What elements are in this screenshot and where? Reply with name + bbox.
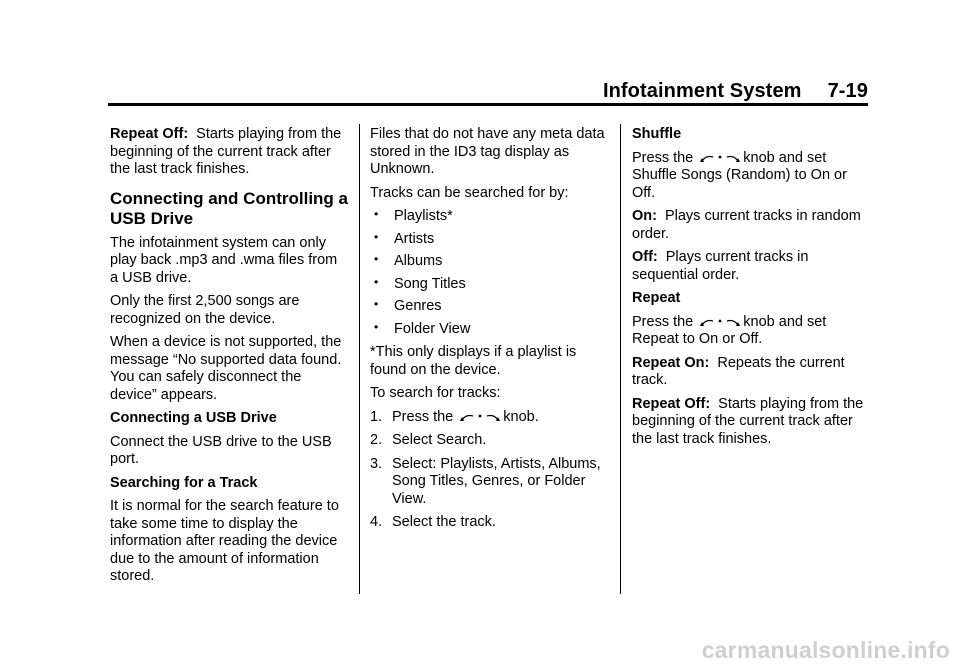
repeat-on-paragraph: Repeat On: Repeats the current track. xyxy=(632,354,845,388)
menu-knob-icon xyxy=(699,316,741,328)
step-item: 1. Press the knob. xyxy=(370,408,539,425)
search-steps-list xyxy=(370,409,608,532)
menu-knob-icon xyxy=(699,152,741,164)
watermark: carmanualsonline.info xyxy=(701,637,950,663)
playlist-footnote: *This only displays if a playlist is found on the device. xyxy=(370,344,577,378)
column-divider-1 xyxy=(359,124,360,594)
page-header xyxy=(603,80,868,103)
searching-track-text: It is normal for the search feature to take some time to display the information after reading the device due to the amount of information stored. xyxy=(110,498,339,584)
step-item: 2. Select Search. xyxy=(370,432,487,448)
connecting-usb-heading: Connecting a USB Drive xyxy=(110,410,277,426)
bullet-icon: • xyxy=(374,229,379,244)
column-2 xyxy=(370,126,608,538)
searching-track-heading: Searching for a Track xyxy=(110,474,258,491)
list-item: • Genres xyxy=(374,297,442,314)
menu-knob-icon xyxy=(459,411,501,423)
bullet-icon: • xyxy=(374,252,379,266)
repeat-off-label: Repeat Off: xyxy=(110,126,189,142)
shuffle-instruction: Press the knob and set Shuffle Songs (Random) to On or Off. xyxy=(632,149,847,201)
header-rule xyxy=(108,103,868,106)
shuffle-on-paragraph: On: Plays current tracks in random order. xyxy=(632,208,861,242)
repeat-heading: Repeat xyxy=(632,290,681,306)
search-categories-list xyxy=(370,208,608,338)
bullet-icon: • xyxy=(374,207,379,221)
meta-data-paragraph: Files that do not have any meta data stored in the ID3 tag display as Unknown. xyxy=(370,126,605,177)
column-1 xyxy=(110,126,348,592)
repeat-off-paragraph xyxy=(110,126,348,179)
usb-formats-paragraph: The infotainment system can only play back .mp3 and .wma files from a USB drive. xyxy=(110,234,338,286)
usb-song-limit-paragraph: Only the first 2,500 songs are recognized on the device. xyxy=(110,293,300,327)
page-number: 7-19 xyxy=(827,80,868,102)
repeat-instruction: Press the knob and set Repeat to On or Off. xyxy=(632,313,827,347)
bullet-icon: • xyxy=(374,274,379,289)
column-3 xyxy=(632,126,868,454)
step-item: 4. Select the track. xyxy=(370,514,496,530)
usb-drive-heading: Connecting and Controlling a USB Drive xyxy=(110,188,348,228)
repeat-off-paragraph: Repeat Off: Starts playing from the beginning of the current track after the last track finishes. xyxy=(632,395,864,447)
search-by-paragraph: Tracks can be searched for by: xyxy=(370,184,569,201)
bullet-icon: • xyxy=(374,319,379,334)
connecting-usb-text: Connect the USB drive to the USB port. xyxy=(110,433,332,467)
list-item: • Playlists* xyxy=(374,207,453,224)
column-divider-2 xyxy=(620,124,621,594)
list-item: • Albums xyxy=(374,252,443,269)
usb-unsupported-paragraph: When a device is not supported, the message “No supported data found. You can safely disconnect the device” appears. xyxy=(110,334,342,403)
bullet-icon: • xyxy=(374,297,379,311)
to-search-paragraph: To search for tracks: xyxy=(370,385,501,401)
list-item: • Song Titles xyxy=(374,274,466,292)
list-item: • Folder View xyxy=(374,319,471,337)
section-title: Infotainment System xyxy=(602,80,802,102)
repeat-off-text: Starts playing from the beginning of the current track after the last track finishes. xyxy=(110,126,342,177)
list-item: • Artists xyxy=(374,229,435,247)
shuffle-heading: Shuffle xyxy=(632,126,682,142)
step-item: 3. Select: Playlists, Artists, Albums, Song Titles, Genres, or Folder View. xyxy=(370,455,601,507)
shuffle-off-paragraph: Off: Plays current tracks in sequential order. xyxy=(632,249,809,283)
